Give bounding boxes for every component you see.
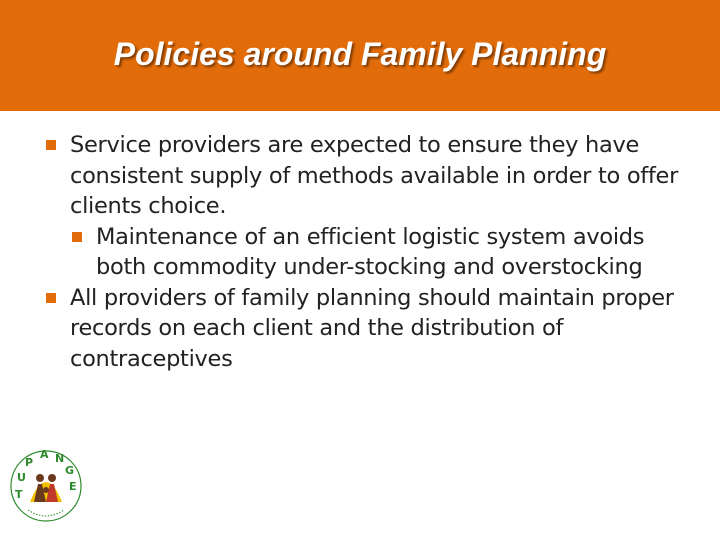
logo-child [43, 487, 49, 493]
sub-bullet-item [70, 222, 684, 283]
bullet-item [44, 130, 684, 222]
bullet-text: All providers of family planning should maintain proper records on each client and the distribution of contraceptives [70, 284, 674, 372]
bullet-item [44, 283, 684, 375]
logo-letter: E [69, 480, 77, 493]
logo-letter: U [17, 471, 26, 484]
bullet-text: Maintenance of an efficient logistic system avoids both commodity under-stocking and overstocking [96, 223, 645, 280]
logo-figure-head [36, 474, 44, 482]
bullet-text: Service providers are expected to ensure they have consistent supply of methods available in order to offer clients choice. [70, 132, 679, 219]
logo-letter: A [40, 448, 49, 461]
tupange-logo [8, 442, 84, 526]
square-bullet-icon [72, 232, 82, 242]
logo-letter: G [65, 464, 75, 477]
logo-letter: N [55, 452, 65, 465]
logo-tagline-mark [28, 510, 64, 516]
slide-title: Policies around Family Planning [113, 35, 607, 72]
logo-letter: T [15, 488, 23, 501]
slide-content [44, 130, 684, 374]
square-bullet-icon [46, 140, 56, 150]
logo-figure-head [48, 474, 56, 482]
square-bullet-icon [46, 293, 56, 303]
logo-letter: P [25, 456, 34, 469]
